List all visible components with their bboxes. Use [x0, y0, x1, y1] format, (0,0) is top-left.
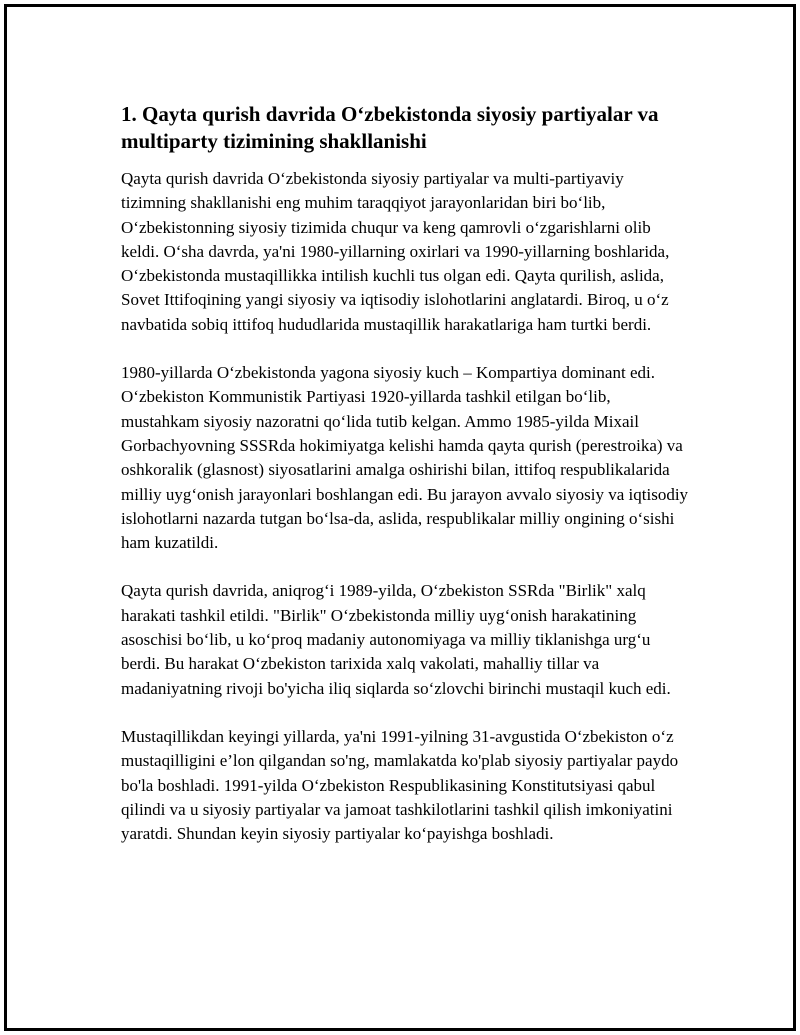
paragraph-4: Mustaqillikdan keyingi yillarda, ya'ni 1991-yilning 31-avgustida O‘zbekiston o‘z mustaqilligini e’lon qilgandan so'ng, mamlakatda ko'plab siyosiy partiyalar paydo bo'la boshladi. 1991-yilda O‘zbekiston Respublikasining Konstitutsiyasi qabul qilindi va u siyosiy partiyalar va jamoat tashkilotlarini tashkil qilish imkoniyatini yaratdi. Shundan keyin siyosiy partiyalar ko‘payishga boshladi.: [121, 726, 679, 844]
section-heading: 1. Qayta qurish davrida O‘zbekistonda siyosiy partiyalar va multiparty tizimining shakllanishi: [121, 102, 659, 153]
paragraph-1: Qayta qurish davrida O‘zbekistonda siyosiy partiyalar va multi-partiyaviy tizimning shakllanishi eng muhim taraqqiyot jarayonlaridan biri bo‘lib, O‘zbekistonning siyosiy tizimida chuqur va keng qamrovli o‘zgarishlarni olib keldi. O‘sha davrda, ya'ni 1980-yillarning oxirlari va 1990-yillarning boshlarida, O‘zbekistonda mustaqillikka intilish kuchli tus olgan edi. Qayta qurilish, aslida, Sovet Ittifoqining yangi siyosiy va iqtisodiy islohotlarini anglatardi. Biroq, u o‘z navbatida sobiq ittifoq hududlarida mustaqillik harakatlariga ham turtki berdi.: [121, 169, 670, 334]
document-body: [121, 101, 691, 870]
page-frame: [4, 4, 796, 1031]
paragraph-3: Qayta qurish davrida, aniqrog‘i 1989-yilda, O‘zbekiston SSRda "Birlik" xalq harakati tashkil etildi. "Birlik" O‘zbekistonda milliy uyg‘onish harakatining asoschisi bo‘lib, u ko‘proq madaniy autonomiyaga va milliy tiklanishga urg‘u berdi. Bu harakat O‘zbekiston tarixida xalq vakolati, mahalliy tillar va madaniyatning rivoji bo'yicha iliq siqlarda so‘zlovchi birinchi mustaqil kuch edi.: [121, 581, 671, 698]
paragraph-2: 1980-yillarda O‘zbekistonda yagona siyosiy kuch – Kompartiya dominant edi. O‘zbekiston Kommunistik Partiyasi 1920-yillarda tashkil etilgan bo‘lib, mustahkam siyosiy nazoratni qo‘lida tutib kelgan. Ammo 1985-yilda Mixail Gorbachyovning SSSRda hokimiyatga kelishi hamda qayta qurish (perestroika) va oshkoralik (glasnost) siyosatlarini amalga oshirishi bilan, ittifoq respublikalarida milliy uyg‘onish jarayonlari boshlangan edi. Bu jarayon avvalo siyosiy va iqtisodiy islohotlarni nazarda tutgan bo‘lsa-da, aslida, respublikalar milliy ongining o‘sishi ham kuzatildi.: [121, 363, 689, 553]
